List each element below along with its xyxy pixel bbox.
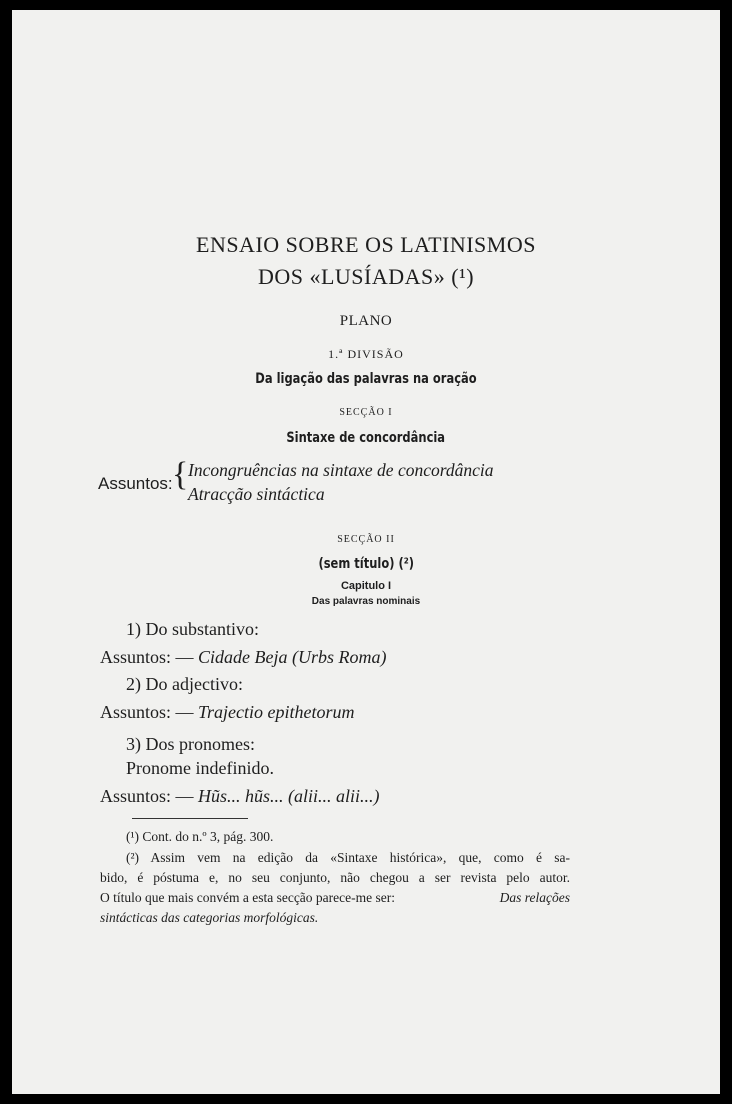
seccao1-item-1: Incongruências na sintaxe de concordância (188, 460, 494, 480)
seccao1-item-2: Atracção sintáctica (188, 484, 325, 504)
title-line-2: DOS «LUSÍADAS» (¹) (257, 264, 475, 289)
footnote-2-line-3 (100, 890, 570, 906)
body-line-assuntos-3 (100, 786, 380, 807)
seccao2-title-text: (sem título) (²) (318, 556, 414, 572)
title-line-1: ENSAIO SOBRE OS LATINISMOS (196, 232, 536, 257)
seccao1-title-text: Sintaxe de concordância (286, 430, 446, 446)
seccao2-label: SECÇÃO II (337, 534, 395, 545)
assuntos-value-1: Cidade Beja (Urbs Roma) (198, 647, 387, 667)
body-line-pronomes: 3) Dos pronomes: (126, 734, 255, 754)
footnote-1: (¹) Cont. do n.º 3, pág. 300. (126, 829, 274, 844)
body-line-assuntos-1 (100, 647, 387, 668)
seccao1-assuntos-label: Assuntos: (98, 474, 173, 493)
body-line-pronome-indefinido: Pronome indefinido. (126, 758, 274, 778)
seccao1-title (12, 429, 720, 447)
footnote-2-line-3-text: O título que mais convém a esta secção parece-me ser: (100, 890, 395, 905)
assuntos-label-2: Assuntos: — (100, 702, 194, 722)
body-line-assuntos-2 (100, 702, 355, 723)
plano-heading: PLANO (339, 313, 393, 329)
footnote-2-line-2: bido, é póstuma e, no seu conjunto, não chegou a ser revista pelo autor. (100, 870, 570, 885)
assuntos-value-3: Hũs... hũs... (alii... alii...) (198, 786, 380, 806)
seccao1-label: SECÇÃO I (339, 407, 393, 418)
assuntos-label-3: Assuntos: — (100, 786, 194, 806)
divisao-label: 1.ª DIVISÃO (328, 347, 404, 361)
footnote-2-line-1: (²) Assim vem na edição da «Sintaxe histórica», que, como é sa- (126, 850, 570, 865)
capitulo-label: Capitulo I (340, 580, 392, 592)
assuntos-value-2: Trajectio epithetorum (198, 702, 355, 722)
divisao-title (12, 370, 720, 388)
footnote-2-line-4: sintácticas das categorias morfológicas. (100, 910, 319, 925)
footnote-rule (132, 818, 248, 819)
footnote-2-line-3-italic: Das relações (499, 890, 570, 905)
body-line-adjectivo: 2) Do adjectivo: (126, 674, 243, 694)
body-line-substantivo: 1) Do substantivo: (126, 619, 259, 639)
book-page (12, 10, 720, 1094)
assuntos-label-1: Assuntos: — (100, 647, 194, 667)
capitulo-title: Das palavras nominais (311, 596, 421, 607)
seccao2-title (12, 555, 720, 573)
divisao-title-text: Da ligação das palavras na oração (255, 371, 477, 387)
brace: { (172, 456, 189, 493)
